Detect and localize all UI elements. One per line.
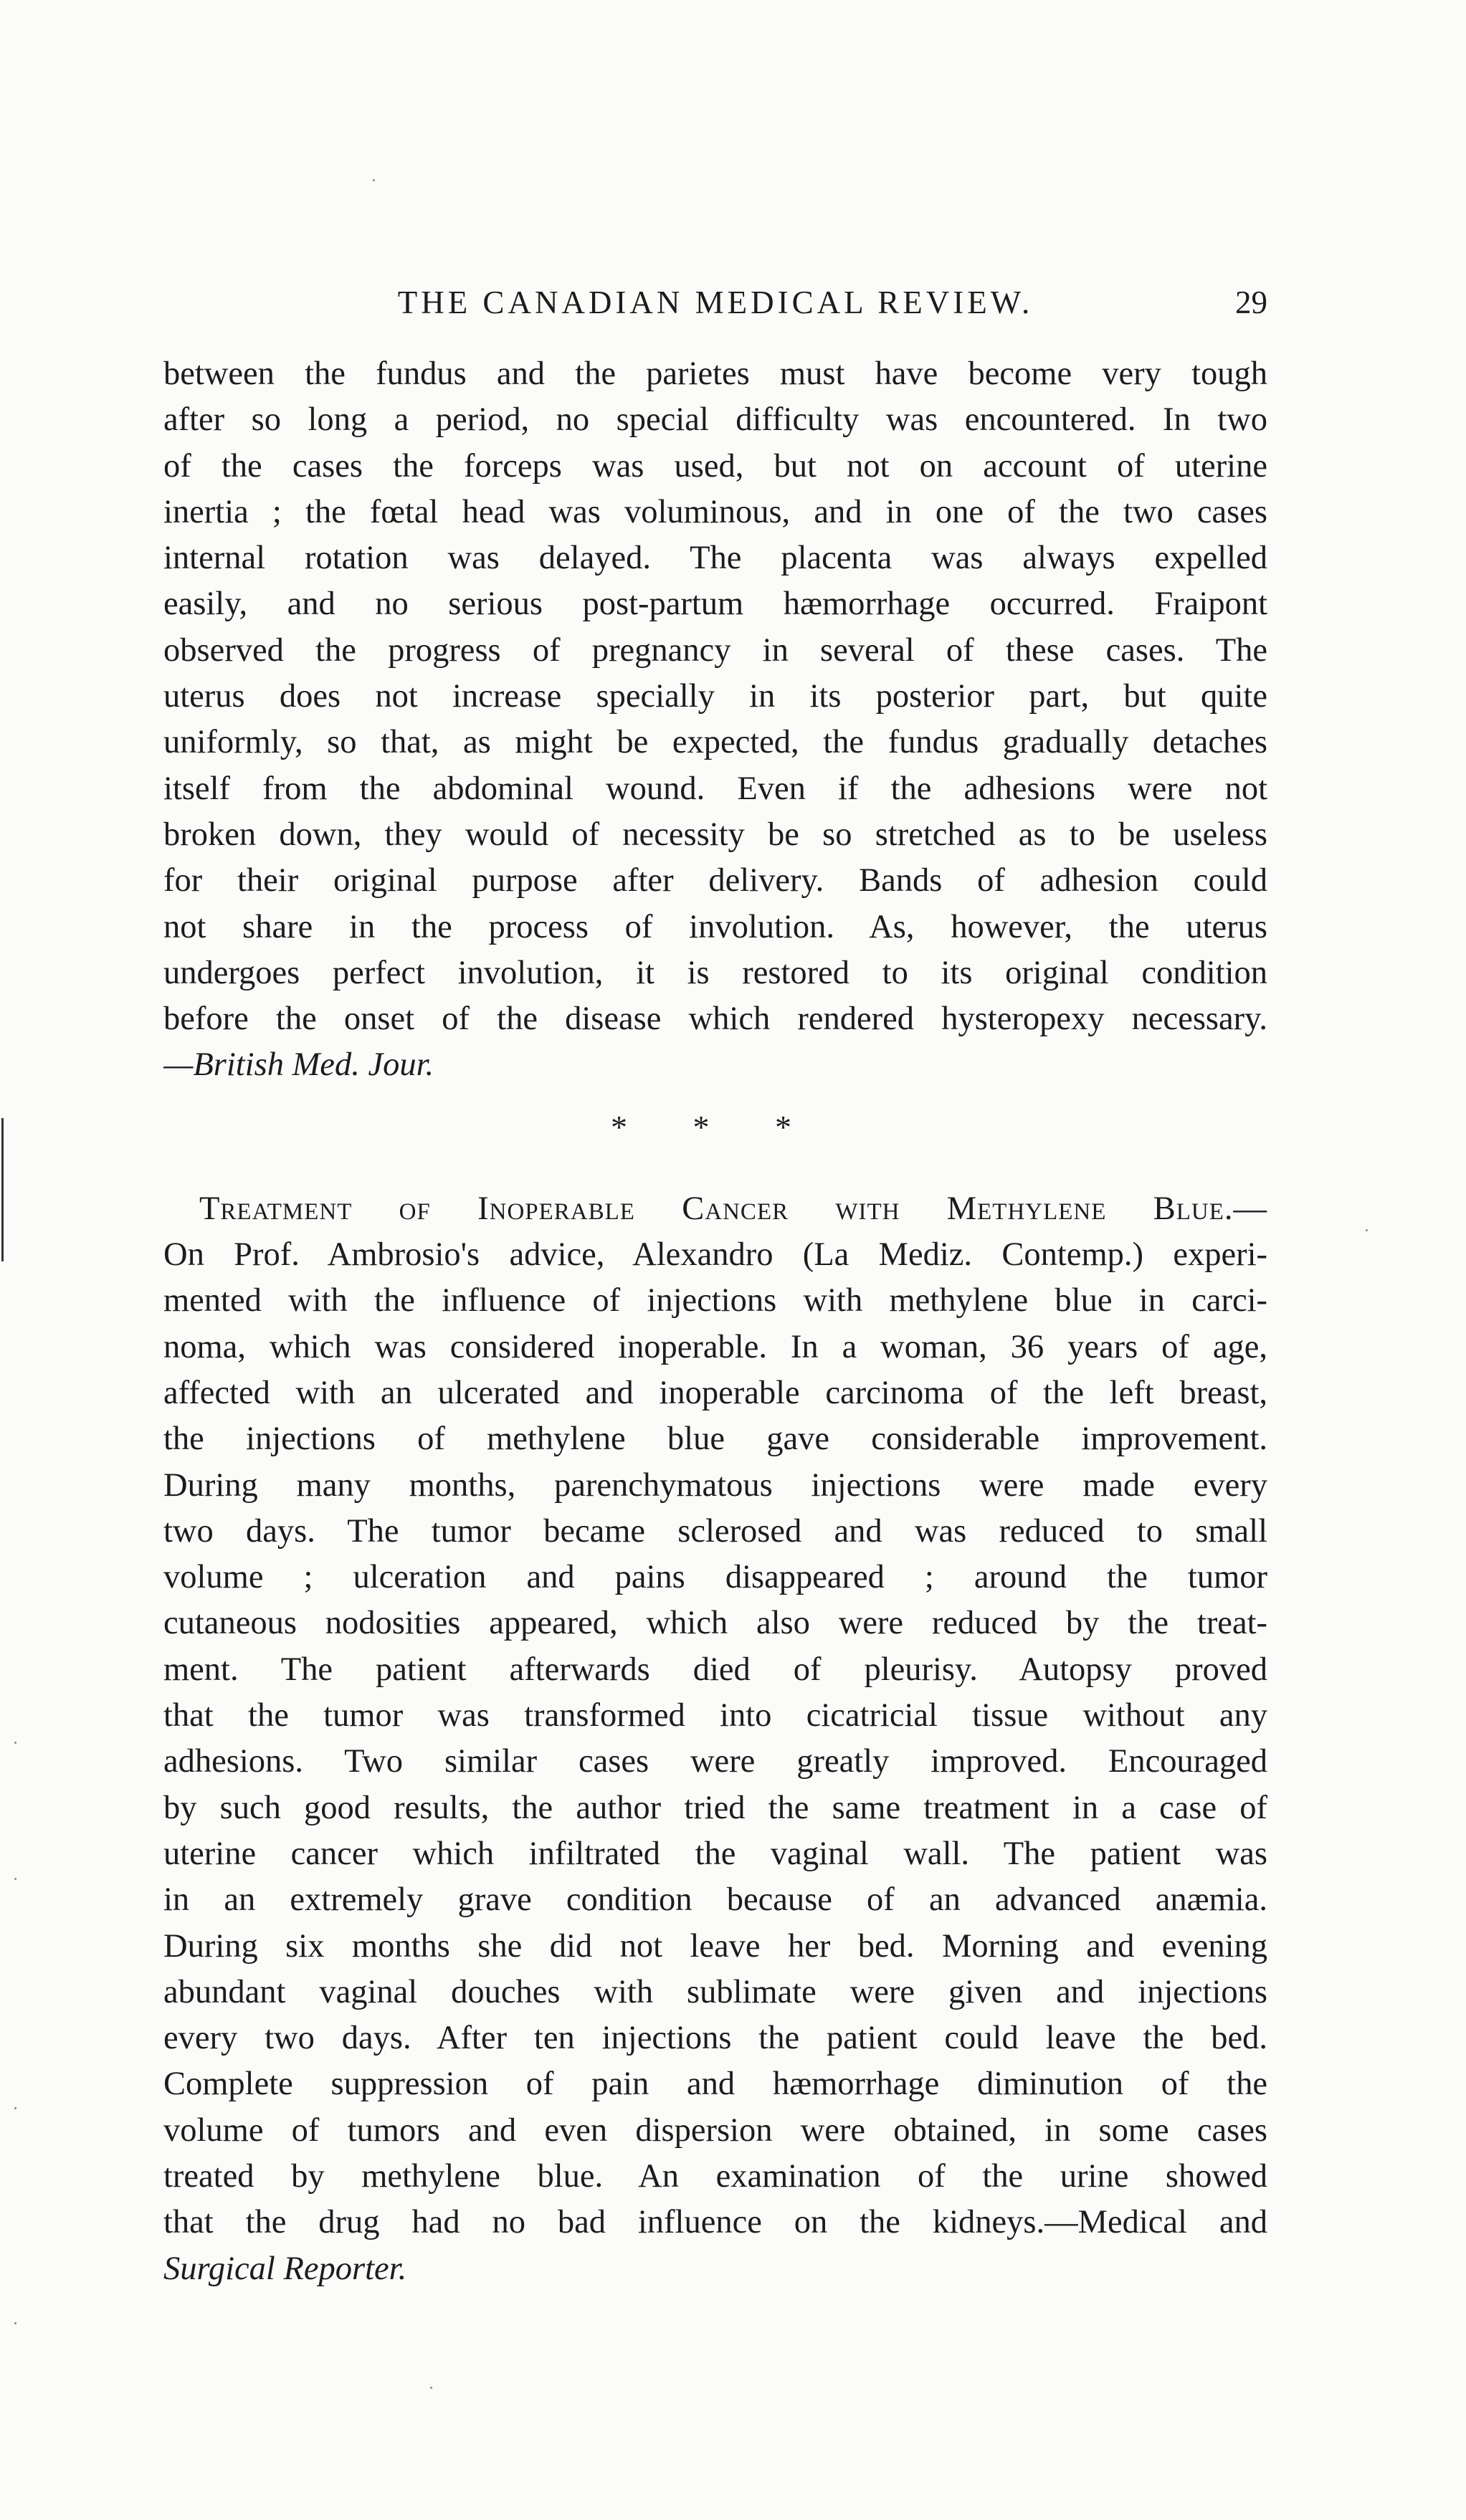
text-line: observed the progress of pregnancy in several of these cases. The [163, 631, 1267, 669]
source-citation [163, 1042, 1267, 1088]
text-line: On Prof. Ambrosio's advice, Alexandro (La Mediz. Contemp.) experi- [163, 1236, 1267, 1274]
text-line: every two days. After ten injections the patient could leave the bed. [163, 2020, 1267, 2057]
article-heading [163, 1186, 1267, 1232]
text-line: inertia ; the fœtal head was voluminous, and in one of the two cases [163, 493, 1267, 530]
article-title: Treatment of Inoperable Cancer with Methylene Blue.— [199, 1190, 1267, 1227]
text-line: two days. The tumor became sclerosed and was reduced to small [163, 1512, 1267, 1550]
text-line: affected with an ulcerated and inoperable carcinoma of the left breast, [163, 1374, 1267, 1411]
text-line: noma, which was considered inoperable. In a woman, 36 years of age, [163, 1328, 1267, 1365]
text-line: uterus does not increase specially in its posterior part, but quite [163, 678, 1267, 715]
text-line: undergoes perfect involution, it is restored to its original condition [163, 954, 1267, 991]
text-line: mented with the influence of injections with methylene blue in carci- [163, 1282, 1267, 1319]
binding-edge-mark [1, 1118, 4, 1261]
text-line: broken down, they would of necessity be so stretched as to be useless [163, 816, 1267, 853]
page-header [163, 281, 1267, 324]
text-line: uterine cancer which infiltrated the vaginal wall. The patient was [163, 1835, 1267, 1872]
source-citation-text: Surgical Reporter. [163, 2250, 407, 2287]
speck [14, 2107, 16, 2109]
text-line: ment. The patient afterwards died of pleurisy. Autopsy proved [163, 1651, 1267, 1688]
page-number: 29 [1235, 285, 1267, 320]
text-line: not share in the process of involution. As, however, the uterus [163, 908, 1267, 945]
text-line: between the fundus and the parietes must have become very tough [163, 355, 1267, 392]
text-line: Complete suppression of pain and hæmorrhage diminution of the [163, 2066, 1267, 2103]
article-methylene-blue [163, 1186, 1267, 2292]
text-line: volume of tumors and even dispersion were obtained, in some cases [163, 2111, 1267, 2149]
text-line: cutaneous nodosities appeared, which also were reduced by the treat- [163, 1605, 1267, 1642]
source-citation [163, 2246, 1267, 2292]
text-line: after so long a period, no special difficulty was encountered. In two [163, 401, 1267, 439]
source-citation-text: —British Med. Jour. [163, 1046, 434, 1084]
text-line: abundant vaginal douches with sublimate were given and injections [163, 1973, 1267, 2010]
text-line: that the tumor was transformed into cicatricial tissue without any [163, 1697, 1267, 1734]
text-line: that the drug had no bad influence on the kidneys.—Medical and [163, 2204, 1267, 2241]
text-line: adhesions. Two similar cases were greatly improved. Encouraged [163, 1743, 1267, 1780]
text-line: the injections of methylene blue gave considerable improvement. [163, 1421, 1267, 1458]
text-line: uniformly, so that, as might be expected, the fundus gradually detaches [163, 724, 1267, 761]
text-line: before the onset of the disease which rendered hysteropexy necessary. [163, 1001, 1267, 1038]
section-separator: * * * [611, 1108, 820, 1145]
speck [14, 1742, 16, 1744]
text-line: in an extremely grave condition because of an advanced anæmia. [163, 1881, 1267, 1919]
text-line: easily, and no serious post-partum hæmorrhage occurred. Fraipont [163, 586, 1267, 623]
text-line: treated by methylene blue. An examination of the urine showed [163, 2157, 1267, 2195]
text-line: internal rotation was delayed. The placenta was always expelled [163, 540, 1267, 577]
text-line: itself from the abdominal wound. Even if the adhesions were not [163, 770, 1267, 807]
speck [430, 2387, 432, 2389]
text-line: During many months, parenchymatous injections were made every [163, 1466, 1267, 1504]
body-text [163, 351, 1267, 2292]
running-title: THE CANADIAN MEDICAL REVIEW. [397, 285, 1034, 320]
speck [373, 179, 375, 181]
speck [1366, 1229, 1368, 1231]
text-line: During six months she did not leave her bed. Morning and evening [163, 1927, 1267, 1965]
text-line: volume ; ulceration and pains disappeared ; around the tumor [163, 1559, 1267, 1596]
speck [14, 2322, 16, 2324]
speck [14, 1878, 16, 1880]
article-continuation [163, 351, 1267, 1089]
text-line: of the cases the forceps was used, but not on account of uterine [163, 447, 1267, 485]
text-line: for their original purpose after delivery. Bands of adhesion could [163, 862, 1267, 899]
text-line: by such good results, the author tried the same treatment in a case of [163, 1789, 1267, 1826]
